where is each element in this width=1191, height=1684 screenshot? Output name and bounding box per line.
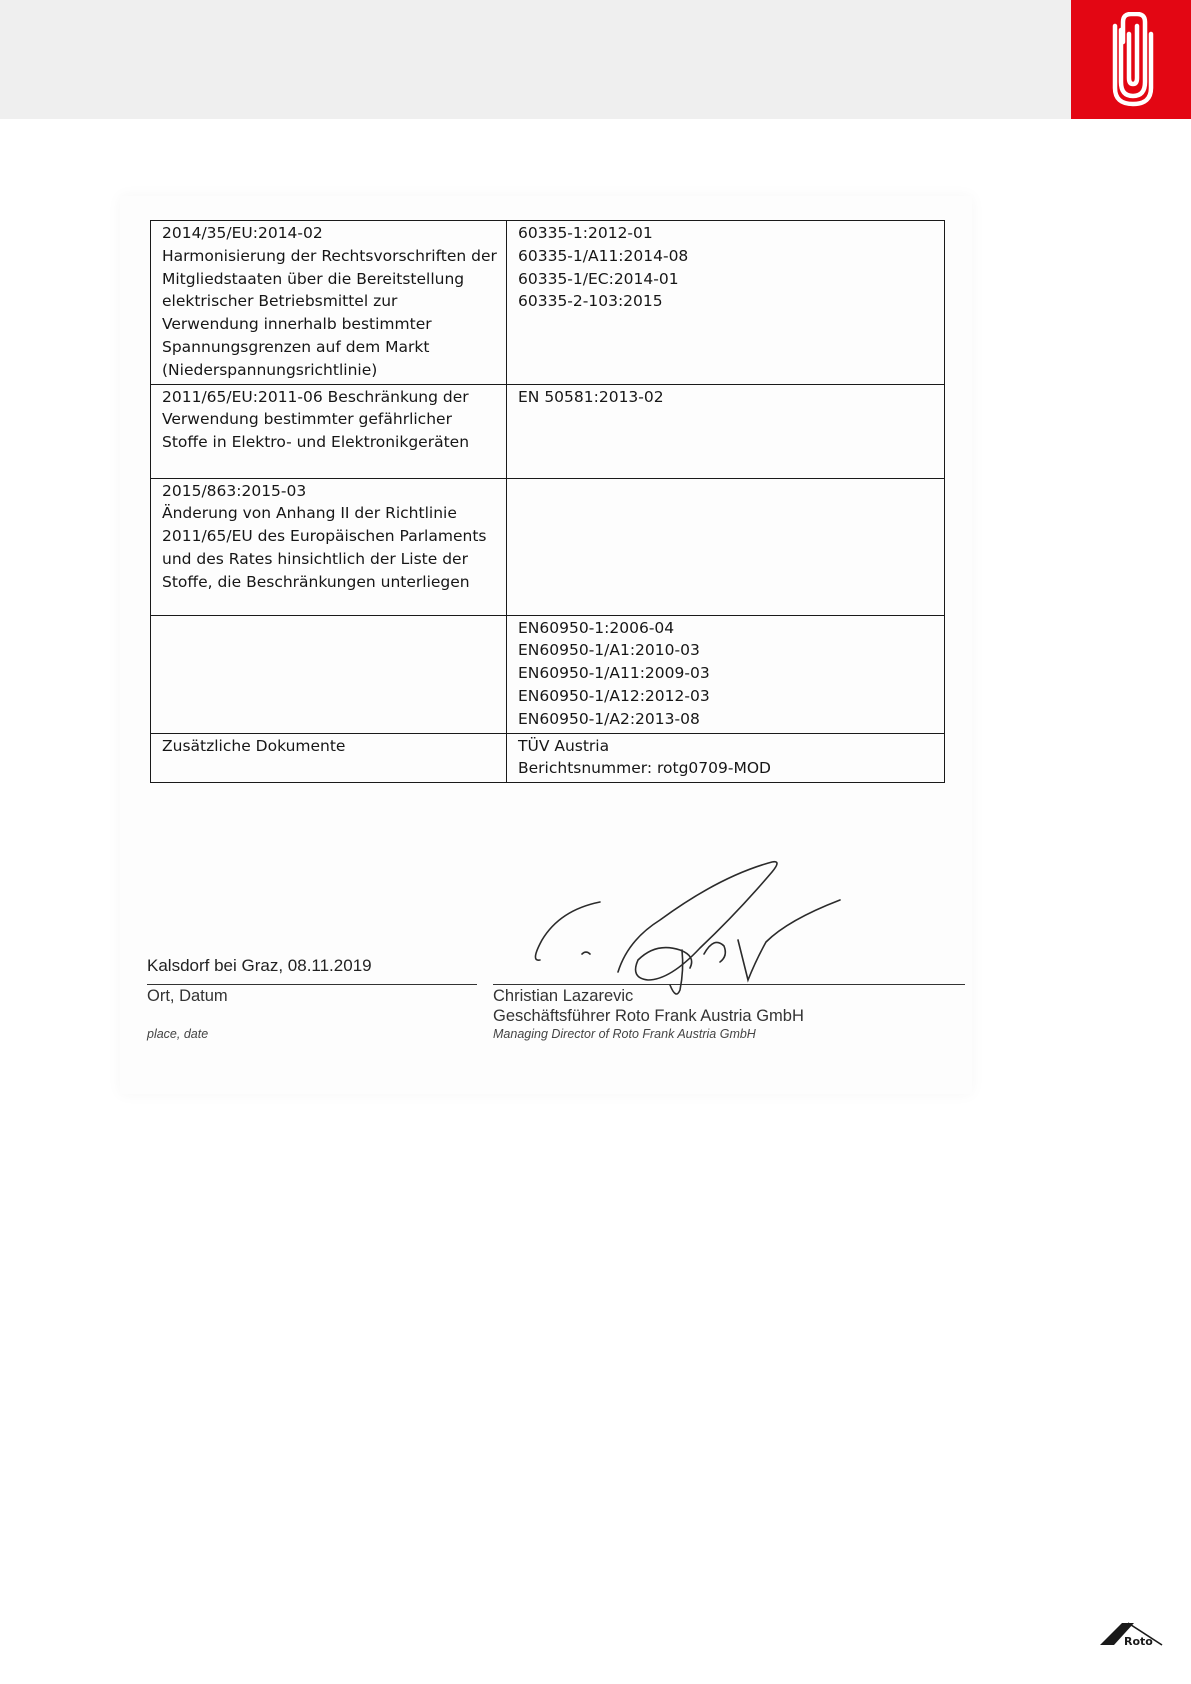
signer-name: Christian Lazarevic (493, 987, 634, 1005)
standards-cell: TÜV Austria Berichtsnummer: rotg0709-MOD (507, 733, 945, 783)
directive-cell: 2014/35/EU:2014-02 Harmonisierung der Rechtsvorschriften der Mitgliedstaaten über die Bereitstellung elektrischer Betriebsmittel zur Verwendung innerhalb bestimmter Spannungsgrenzen auf dem Markt (Niederspannungsrichtlinie) (151, 221, 507, 385)
directive-cell (151, 615, 507, 733)
standards-cell (507, 478, 945, 615)
place-date-label-en: place, date (147, 1027, 209, 1041)
table-row (151, 384, 945, 478)
signer-role-en: Managing Director of Roto Frank Austria GmbH (493, 1027, 756, 1041)
place-date-value: Kalsdorf bei Graz, 08.11.2019 (147, 956, 372, 975)
paperclip-icon (1101, 12, 1161, 108)
signer-role: Geschäftsführer Roto Frank Austria GmbH (493, 1007, 804, 1025)
header-band (0, 0, 1191, 119)
divider (147, 984, 477, 985)
directives-table (150, 220, 945, 783)
directive-cell: 2015/863:2015-03 Änderung von Anhang II der Richtlinie 2011/65/EU des Europäischen Parlaments und des Rates hinsichtlich der Liste der Stoffe, die Beschränkungen unterliegen (151, 478, 507, 615)
attachment-badge[interactable] (1071, 0, 1191, 119)
standards-cell: EN60950-1:2006-04 EN60950-1/A1:2010-03 EN60950-1/A11:2009-03 EN60950-1/A12:2012-03 EN60950-1/A2:2013-08 (507, 615, 945, 733)
roto-logo (1098, 1617, 1166, 1649)
table-row (151, 478, 945, 615)
standards-cell: EN 50581:2013-02 (507, 384, 945, 478)
standards-cell: 60335-1:2012-01 60335-1/A11:2014-08 60335-1/EC:2014-01 60335-2-103:2015 (507, 221, 945, 385)
table-row (151, 733, 945, 783)
additional-documents-label: Zusätzliche Dokumente (151, 733, 507, 783)
place-date-label: Ort, Datum (147, 987, 228, 1005)
signature (520, 850, 850, 1025)
roto-logo-text: Roto (1124, 1635, 1153, 1648)
table-row (151, 615, 945, 733)
directive-cell: 2011/65/EU:2011-06 Beschränkung der Verwendung bestimmter gefährlicher Stoffe in Elektro- und Elektronikgeräten (151, 384, 507, 478)
table-row (151, 221, 945, 385)
